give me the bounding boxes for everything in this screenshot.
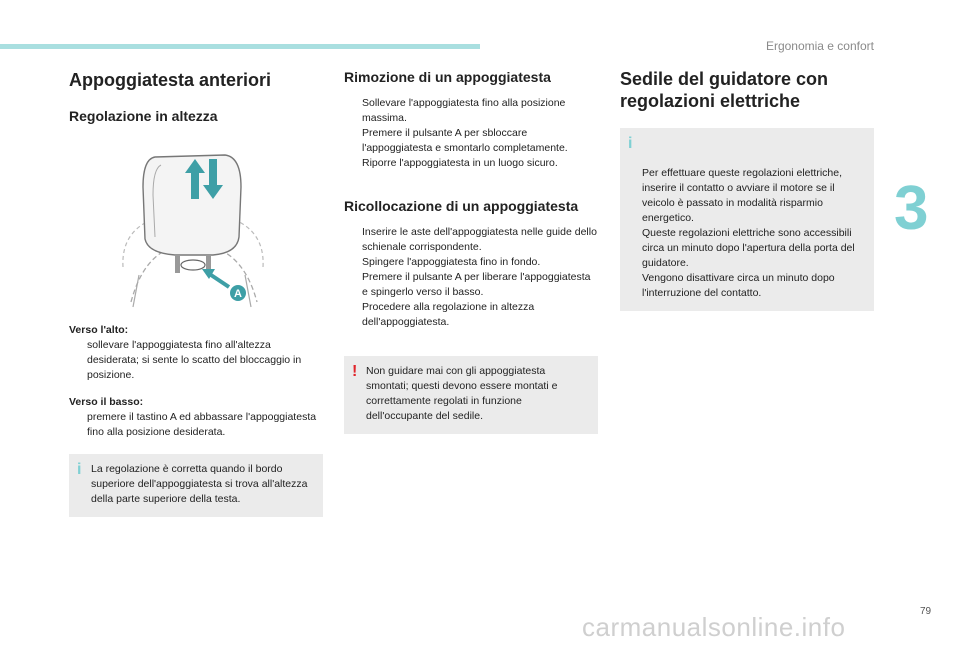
- top-accent-bar: [0, 44, 480, 49]
- up-steps-list: [69, 338, 323, 383]
- warning-note-no-headrests: ! Non guidare mai con gli appoggiatesta smontati; questi devono essere montati e correttamente regolati in funzione dell'occupante del sedile.: [344, 356, 598, 434]
- section-title-front-headrests: Appoggiatesta anteriori: [69, 70, 272, 90]
- press-arrow-icon: [202, 269, 229, 287]
- removal-steps-list: [344, 96, 598, 171]
- chapter-title: Ergonomia e confort: [765, 39, 874, 53]
- list-item: Spingere l'appoggiatesta fino in fondo.: [362, 256, 541, 268]
- list-item: Premere il pulsante A per sbloccare l'appoggiatesta e smontarlo completamente.: [362, 127, 568, 154]
- list-item: Sollevare l'appoggiatesta fino alla posizione massima.: [362, 97, 566, 124]
- up-label: Verso l'alto:: [69, 324, 129, 336]
- list-item: sollevare l'appoggiatesta fino all'altezza desiderata; si sente lo scatto del bloccaggio in posizione.: [87, 339, 302, 381]
- column-electric-seat: [620, 66, 874, 311]
- down-label: Verso il basso:: [69, 396, 144, 408]
- section-title-electric-seat: Sedile del guidatore con regolazioni elettriche: [620, 69, 829, 111]
- refit-steps-list: [344, 225, 598, 330]
- subsection-title-height-adjustment: Regolazione in altezza: [69, 108, 218, 124]
- info-note-electric-adjustments: i Per effettuare queste regolazioni elettriche, inserire il contatto o avviare il motore se il veicolo è passato in modalità risparmio energetico. Queste regolazioni elettriche sono accessibili circa un minuto dopo l'apertura della porta del guidatore. Vengono disattivare circa un minuto dopo l'interruzione del contatto.: [620, 128, 874, 311]
- section-title-refit: Ricollocazione di un appoggiatesta: [344, 198, 579, 214]
- down-steps-list: [69, 410, 323, 440]
- info-note-correct-position: i La regolazione è corretta quando il bordo superiore dell'appoggiatesta si trova all'altezza della parte superiore della testa.: [69, 454, 323, 517]
- list-item: Premere il pulsante A per liberare l'appoggiatesta e spingerlo verso il basso.: [362, 271, 591, 298]
- info-icon: i: [77, 461, 82, 478]
- list-item: Riporre l'appoggiatesta in un luogo sicuro.: [362, 157, 558, 169]
- page-number: 79: [920, 606, 932, 617]
- chapter-number: 3: [894, 174, 929, 243]
- watermark-text: carmanualsonline.info: [582, 612, 846, 642]
- callout-a-label: A: [234, 288, 242, 300]
- list-item: Inserire le aste dell'appoggiatesta nelle guide dello schienale corrispondente.: [362, 226, 597, 253]
- info-icon: i: [628, 135, 633, 152]
- list-item: premere il tastino A ed abbassare l'appoggiatesta fino alla posizione desiderata.: [87, 411, 317, 438]
- column-headrest-adjustment: [69, 66, 323, 517]
- section-title-removal: Rimozione di un appoggiatesta: [344, 69, 551, 85]
- warning-icon: !: [352, 363, 358, 380]
- column-headrest-removal: [344, 66, 598, 434]
- headrest-illustration: [113, 147, 273, 317]
- list-item: Procedere alla regolazione in altezza dell'appoggiatesta.: [362, 301, 535, 328]
